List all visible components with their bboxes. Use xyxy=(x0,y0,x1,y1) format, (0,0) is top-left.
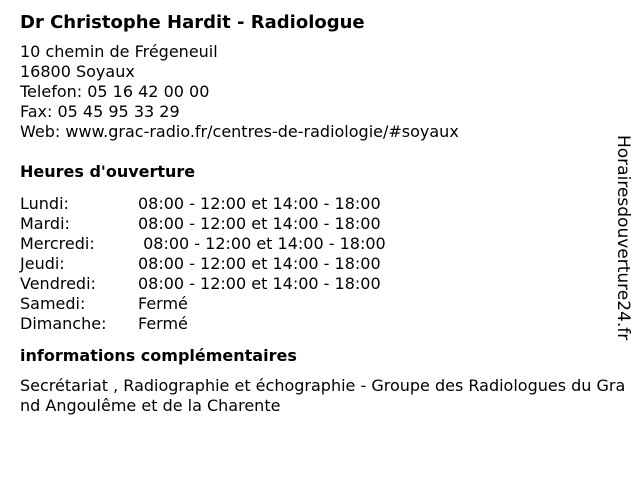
opening-hours-heading: Heures d'ouverture xyxy=(20,162,196,181)
hours-row-saturday xyxy=(20,294,620,314)
time-value: Fermé xyxy=(138,294,188,313)
time-value: 08:00 - 12:00 et 14:00 - 18:00 xyxy=(138,274,381,293)
time-value: Fermé xyxy=(138,314,188,333)
day-label: Mercredi: xyxy=(20,234,95,253)
day-label: Mardi: xyxy=(20,214,70,233)
time-value: 08:00 - 12:00 et 14:00 - 18:00 xyxy=(138,254,381,273)
address-line-1: 10 chemin de Frégeneuil xyxy=(20,42,218,61)
time-value: 08:00 - 12:00 et 14:00 - 18:00 xyxy=(138,214,381,233)
day-label: Lundi: xyxy=(20,194,69,213)
time-value: 08:00 - 12:00 et 14:00 - 18:00 xyxy=(138,234,386,253)
hours-row-friday xyxy=(20,274,620,294)
time-value: 08:00 - 12:00 et 14:00 - 18:00 xyxy=(138,194,381,213)
page-title: Dr Christophe Hardit - Radiologue xyxy=(20,12,365,33)
day-label: Vendredi: xyxy=(20,274,96,293)
day-label: Samedi: xyxy=(20,294,86,313)
website-link[interactable]: www.grac-radio.fr/centres-de-radiologie/#soyaux xyxy=(65,122,459,141)
additional-info-text: Secrétariat , Radiographie et échographie - Groupe des Radiologues du Grand Angoulême et de la Charente xyxy=(20,376,626,415)
additional-info-heading: informations complémentaires xyxy=(20,346,297,365)
day-label: Jeudi: xyxy=(20,254,65,273)
phone-line: Telefon: 05 16 42 00 00 xyxy=(20,82,210,101)
hours-row-monday xyxy=(20,194,620,214)
site-brand-vertical: Horairesdouverture24.fr xyxy=(613,135,633,341)
fax-line: Fax: 05 45 95 33 29 xyxy=(20,102,180,121)
hours-row-tuesday xyxy=(20,214,620,234)
address-line-2: 16800 Soyaux xyxy=(20,62,135,81)
web-label: Web: xyxy=(20,122,66,141)
day-label: Dimanche: xyxy=(20,314,107,333)
hours-row-thursday xyxy=(20,254,620,274)
hours-row-wednesday xyxy=(20,234,620,254)
web-line xyxy=(20,122,620,142)
hours-row-sunday xyxy=(20,314,620,334)
